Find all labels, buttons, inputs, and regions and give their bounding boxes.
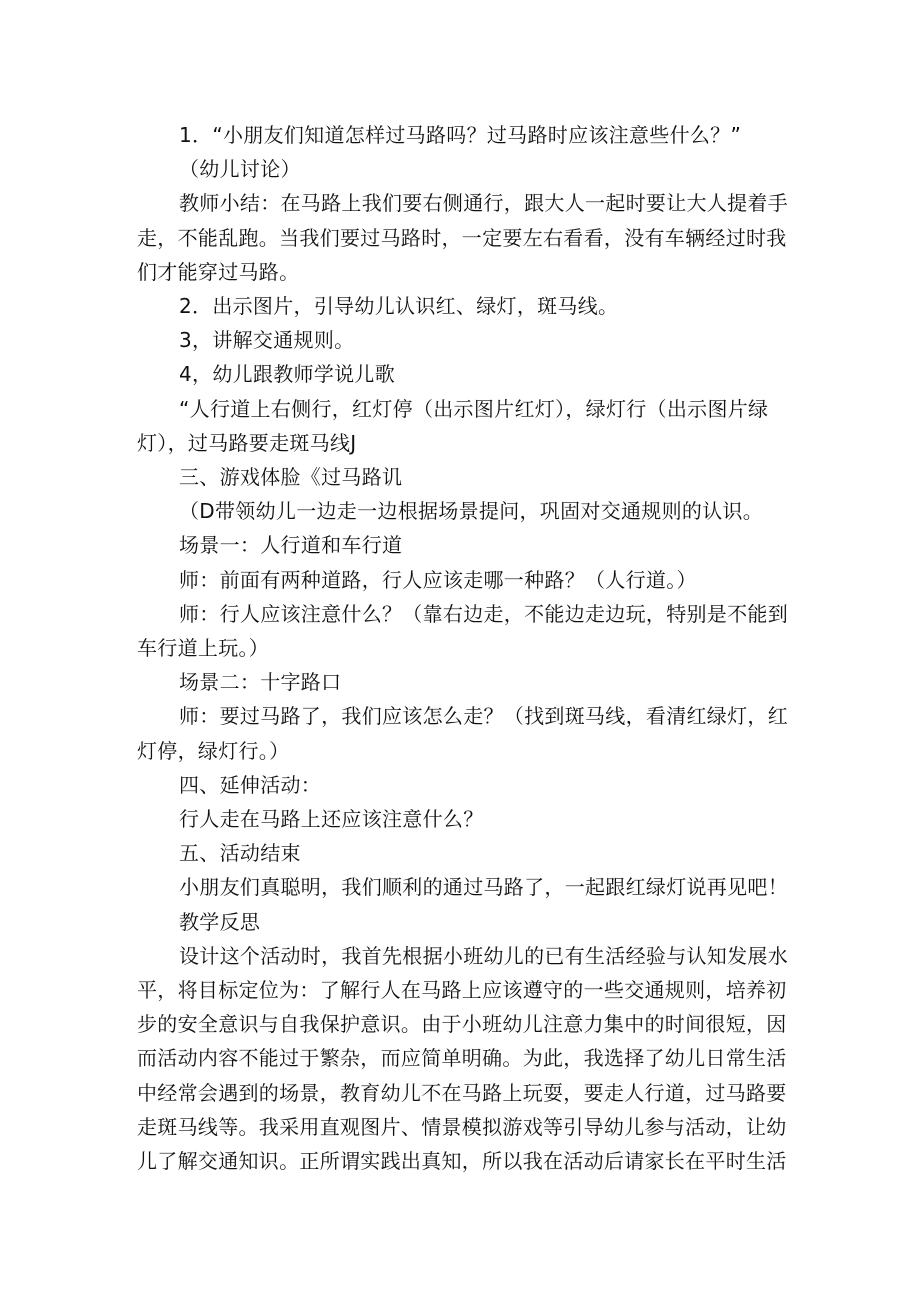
text-line: 行人走在马路上还应该注意什么？	[179, 807, 484, 831]
text-line: 场景一：人行道和车行道	[179, 533, 403, 557]
text-line: 走斑马线等。我采用直观图片、情景模拟游戏等引导幼儿参与活动，让幼	[137, 1115, 787, 1139]
text-line: 设计这个活动时，我首先根据小班幼儿的已有生活经验与认知发展水	[179, 944, 788, 968]
text-line: 3，讲解交通规则。	[179, 328, 355, 352]
section-heading: 四、延伸活动：	[179, 773, 322, 797]
text-line: 们才能穿过马路。	[137, 260, 300, 284]
text-line: 师：要过马路了，我们应该怎么走？（找到斑马线，看清红绿灯，红	[179, 704, 788, 728]
text-line: “人行道上右侧行，红灯停（出示图片红灯），绿灯行（出示图片绿	[179, 397, 769, 421]
section-heading: 教学反思	[179, 910, 261, 934]
section-heading: 五、活动结束	[179, 841, 301, 865]
text-line: 平，将目标定位为：了解行人在马路上应该遵守的一些交通规则，培养初	[137, 978, 787, 1002]
text-line: 而活动内容不能过于繁杂，而应简单明确。为此，我选择了幼儿日常生活	[137, 1046, 787, 1070]
text-line: 中经常会遇到的场景，教育幼儿不在马路上玩耍，要走人行道，过马路要	[137, 1081, 787, 1105]
text-line: 灯停，绿灯行。）	[137, 739, 290, 763]
section-heading: 三、游戏体脸《过马路讥	[179, 465, 403, 489]
text-line: （幼儿讨论）	[179, 157, 301, 181]
text-line: 师：行人应该注意什么？（靠右边走，不能边走边玩，特别是不能到	[179, 602, 788, 626]
text-line: 儿了解交通知识。正所谓实践出真知，所以我在活动后请家长在平时生活	[137, 1149, 787, 1173]
text-line: 场景二：十字路口	[179, 670, 342, 694]
text-line: 教师小结：在马路上我们要右侧通行，跟大人一起时要让大人提着手	[179, 191, 788, 215]
text-line: 1．“小朋友们知道怎样过马路吗？过马路时应该注意些什么？”	[179, 123, 742, 147]
text-line: 步的安全意识与自我保护意识。由于小班幼儿注意力集中的时间很短，因	[137, 1012, 787, 1036]
text-line: 车行道上玩。）	[137, 636, 270, 660]
text-line: （D带领幼儿一边走一边根据场景提问，巩固对交通规则的认识。	[179, 499, 764, 523]
text-line: 师：前面有两种道路，行人应该走哪一种路？（人行道。）	[179, 568, 697, 592]
text-line: 灯），过马路要走斑马线J	[137, 431, 357, 455]
text-line: 2．出示图片，引导幼儿认识红、绿灯，斑马线。	[179, 294, 619, 318]
text-line: 小朋友们真聪明，我们顺利的通过马路了，一起跟红绿灯说再见吧！	[179, 875, 788, 899]
text-line: 4，幼儿跟教师学说儿歌	[179, 362, 396, 386]
text-line: 走，不能乱跑。当我们要过马路时，一定要左右看看，没有车辆经过时我	[137, 226, 787, 250]
